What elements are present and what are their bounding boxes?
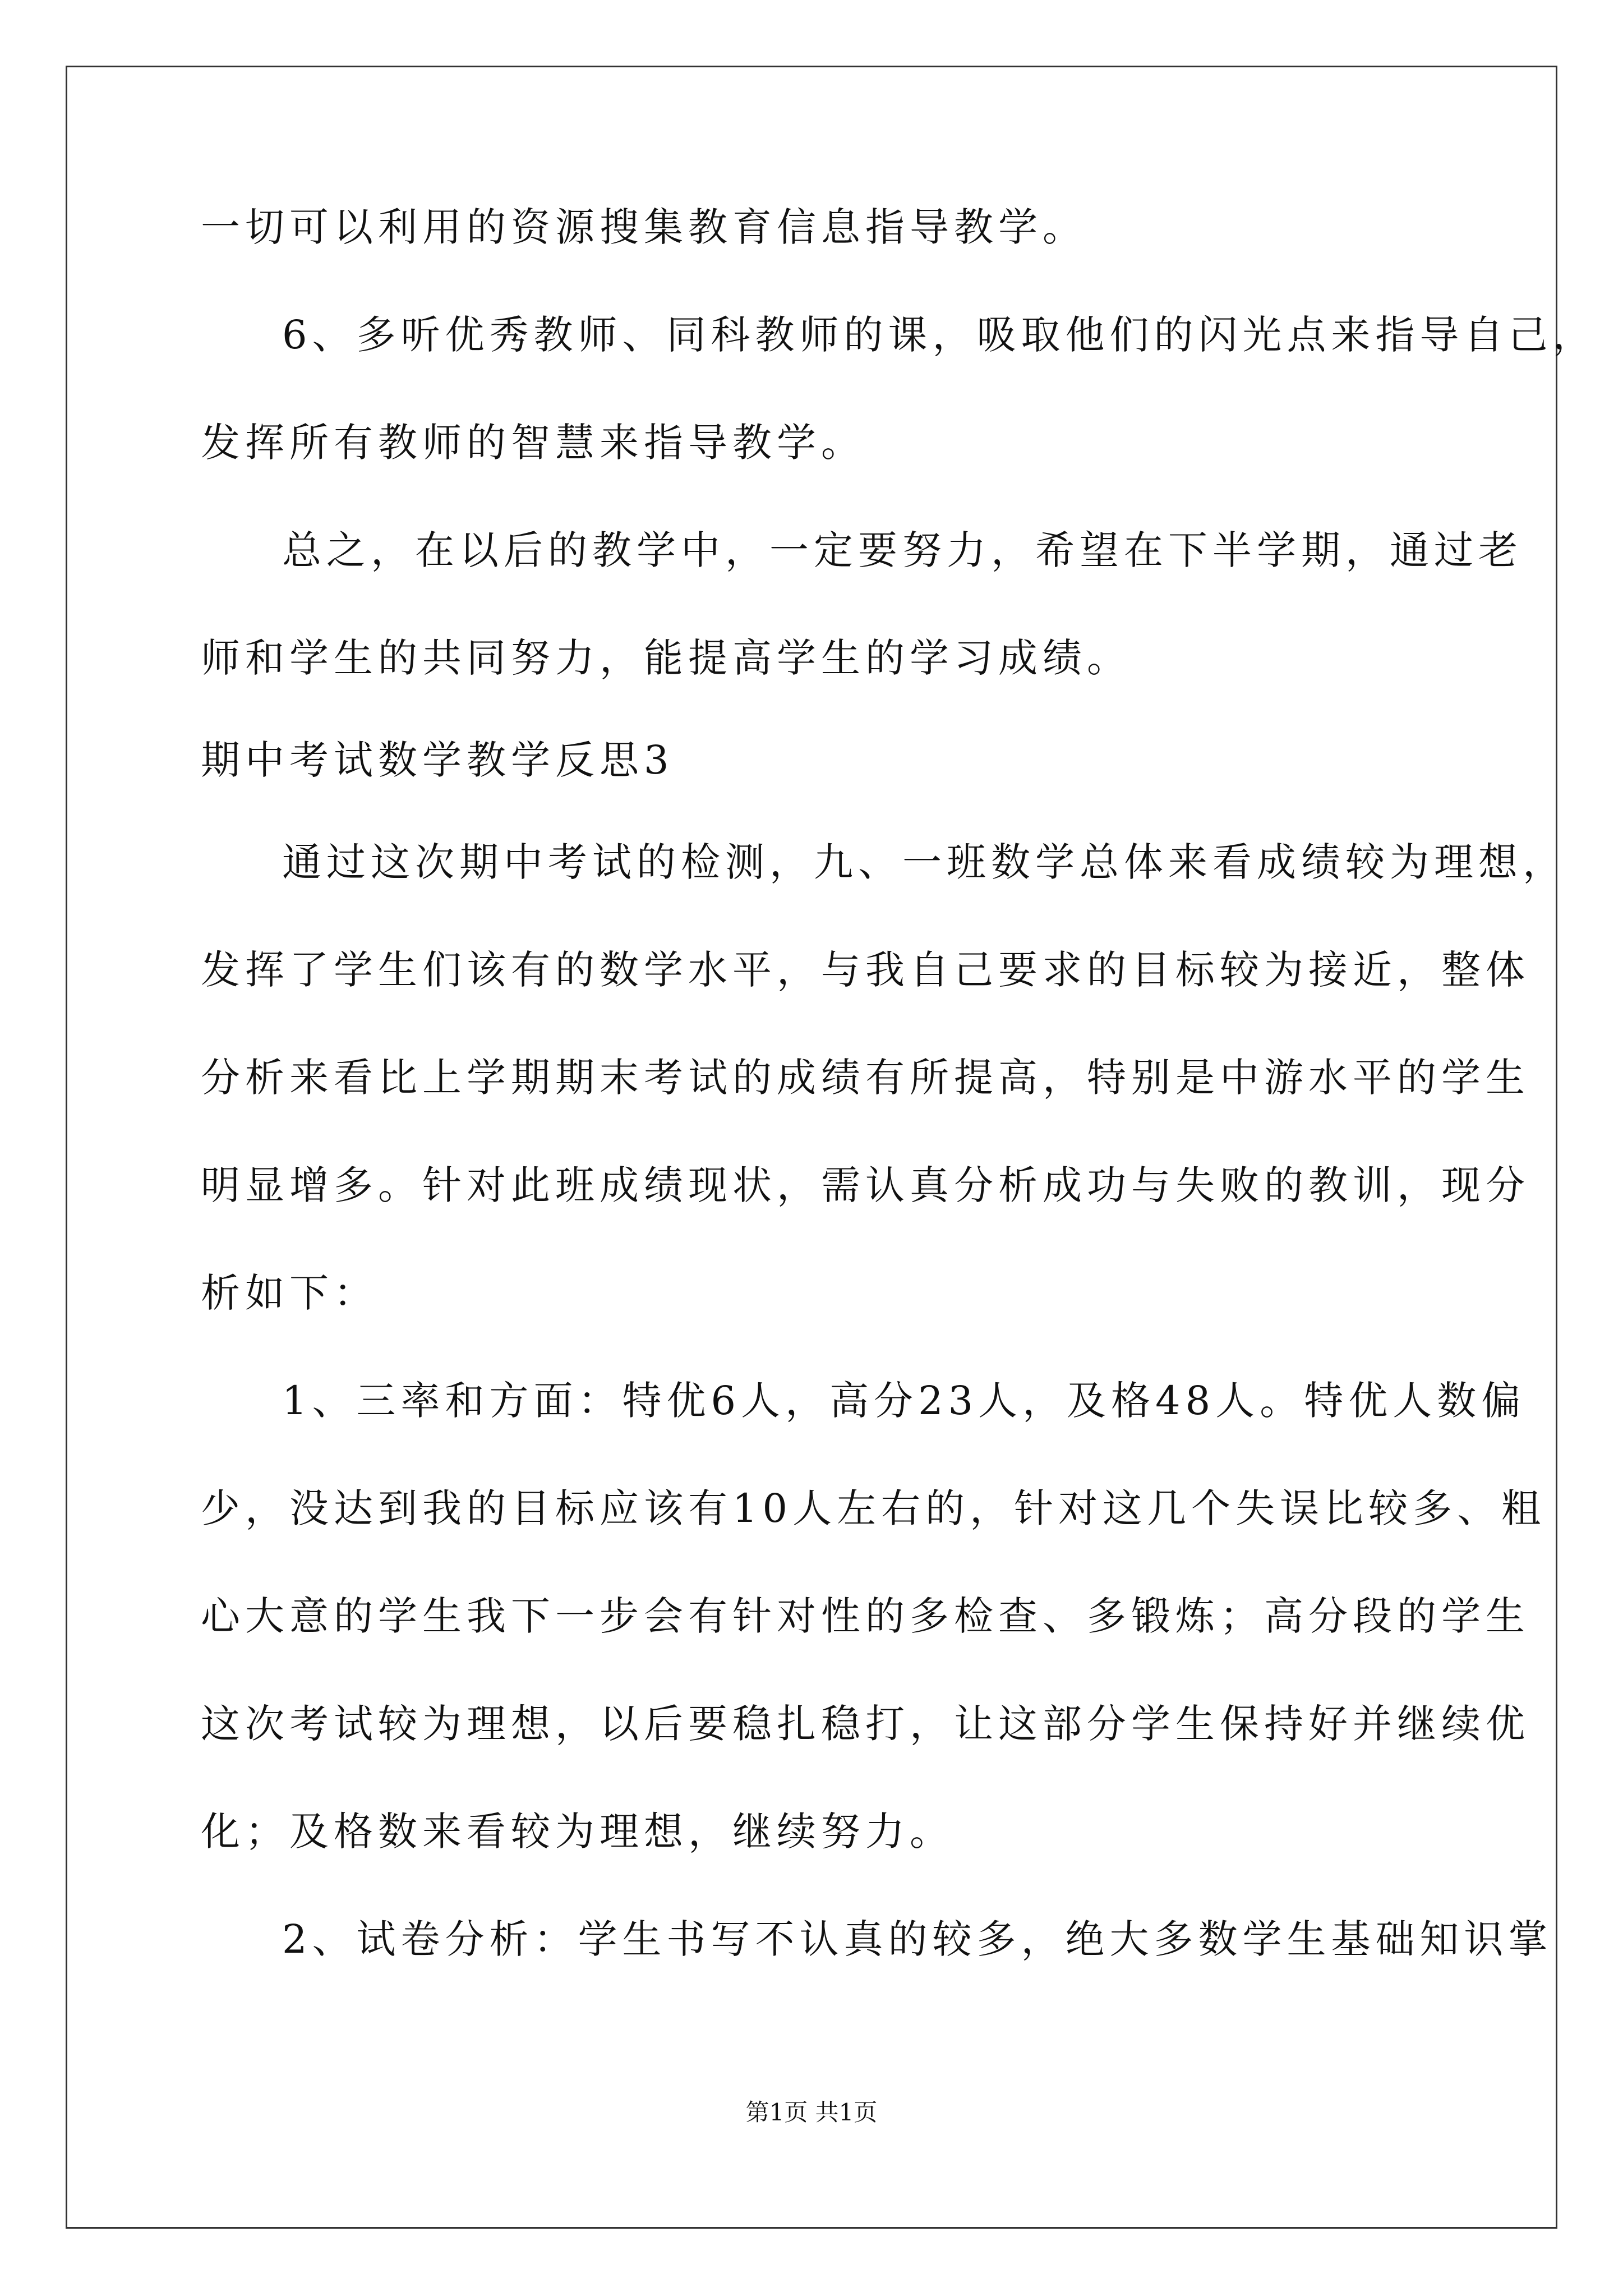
text-line: 发挥了学生们该有的数学水平，与我自己要求的目标较为接近，整体 xyxy=(201,947,1530,993)
paragraph-conclusion: 总之，在以后的教学中，一定要努力，希望在下半学期，通过老 xyxy=(282,527,1523,573)
text-line: 分析来看比上学期期末考试的成绩有所提高，特别是中游水平的学生 xyxy=(201,1055,1530,1101)
text-line: 一切可以利用的资源搜集教育信息指导教学。 xyxy=(201,204,1087,250)
text-line: 这次考试较为理想，以后要稳扎稳打，让这部分学生保持好并继续优 xyxy=(201,1701,1530,1747)
text-line: 明显增多。针对此班成绩现状，需认真分析成功与失败的教训，现分 xyxy=(201,1162,1530,1208)
text-line: 化；及格数来看较为理想，继续努力。 xyxy=(201,1809,954,1855)
text-line: 心大意的学生我下一步会有针对性的多检查、多锻炼；高分段的学生 xyxy=(201,1593,1530,1639)
section-heading: 期中考试数学教学反思3 xyxy=(201,737,674,783)
list-item-2: 2、试卷分析：学生书写不认真的较多，绝大多数学生基础知识掌 xyxy=(282,1916,1553,1962)
list-item-1: 1、三率和方面：特优6人，高分23人，及格48人。特优人数偏 xyxy=(282,1378,1526,1424)
text-line: 析如下： xyxy=(201,1270,378,1316)
paragraph-intro: 通过这次期中考试的检测，九、一班数学总体来看成绩较为理想， xyxy=(282,839,1567,885)
list-item-6: 6、多听优秀教师、同科教师的课，吸取他们的闪光点来指导自己， xyxy=(282,312,1597,358)
page-number-footer: 第1页 共1页 xyxy=(745,2099,878,2126)
text-line: 发挥所有教师的智慧来指导教学。 xyxy=(201,420,865,466)
page-border xyxy=(66,66,1557,2229)
text-line: 师和学生的共同努力，能提高学生的学习成绩。 xyxy=(201,635,1131,681)
text-line: 少，没达到我的目标应该有10人左右的，针对这几个失误比较多、粗 xyxy=(201,1485,1546,1531)
